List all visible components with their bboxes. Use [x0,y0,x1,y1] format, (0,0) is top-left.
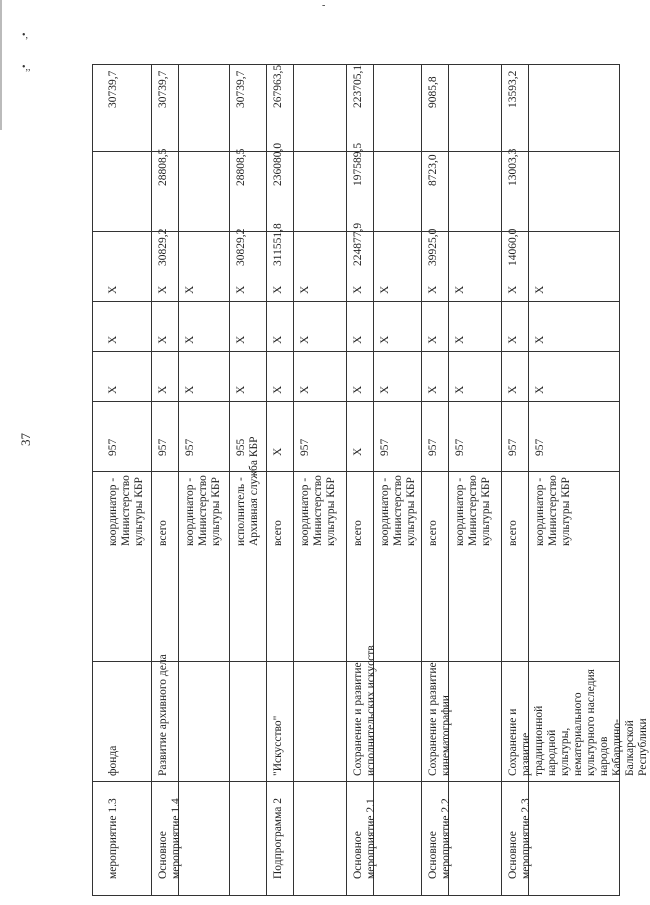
budget-table [92,64,649,896]
table-cell: 28808,5 [235,148,247,186]
table-cell: 236080,0 [272,142,284,186]
row-separator [346,65,347,895]
table-cell: 267963,5 [272,64,284,108]
table-cell: 957 [157,438,169,456]
table-cell: координатор - Министерство культуры КБР [184,475,222,546]
row-separator [293,65,294,895]
table-cell: Сохранение и развитие традиционной народной культуры, нематериального культурного наследия народов Кабардино-Балкарской Республики [507,669,649,776]
table-cell: 28808,5 [157,148,169,186]
table-cell: 957 [534,438,546,456]
table-cell: 39925,0 [427,228,439,266]
table-cell: Основное мероприятие 2.3 [507,798,532,879]
table-cell: X [352,385,364,394]
scan-mark: •, [22,30,29,41]
table-cell: Основное мероприятие 1.4 [157,798,182,879]
table-cell: X [157,285,169,294]
table-cell: 13593,2 [507,70,519,108]
table-cell: X [184,385,196,394]
table-cell: 957 [379,438,391,456]
table-cell: 311551,8 [272,223,284,266]
row-separator [229,65,230,895]
table-cell: 9085,8 [427,76,439,108]
table-cell: координатор - Министерство культуры КБР [534,475,572,546]
table-cell: X [235,385,247,394]
column-separator [93,781,619,782]
table-cell: всего [272,520,284,546]
table-cell: фонда [107,745,119,776]
column-separator [93,301,619,302]
table-cell: "Искусство" [272,715,284,776]
table-cell: X [235,335,247,344]
column-separator [93,471,619,472]
table-cell: 957 [107,438,119,456]
table-cell: 957 [427,438,439,456]
table-cell: X [352,447,364,456]
table-cell: 223705,1 [352,64,364,108]
table-cell: X [534,285,546,294]
table-cell: X [379,385,391,394]
row-separator [501,65,502,895]
table-cell: X [352,335,364,344]
table-cell: X [507,335,519,344]
table-cell: X [157,335,169,344]
table-cell: всего [427,520,439,546]
table-cell: 30829,2 [157,228,169,266]
table-cell: X [427,335,439,344]
table-cell: координатор - Министерство культуры КБР [299,475,337,546]
table-cell: X [507,285,519,294]
table-cell: X [272,285,284,294]
table-cell: X [379,285,391,294]
table-cell: 957 [454,438,466,456]
row-separator [421,65,422,895]
table-cell: мероприятие 1.3 [107,798,119,879]
table-cell: Развитие архивного дела [157,654,169,776]
scan-mark: - [322,0,326,11]
table-cell: Основное мероприятие 2.2 [427,798,452,879]
table-cell: 8723,0 [427,154,439,186]
table-cell: X [454,385,466,394]
table-cell: X [507,385,519,394]
table-cell: координатор - Министерство культуры КБР [379,475,417,546]
table-cell: всего [157,520,169,546]
table-cell: 957 [184,438,196,456]
row-separator [151,65,152,895]
table-cell: 30829,2 [235,228,247,266]
table-cell: X [379,335,391,344]
table-cell: X [235,285,247,294]
table-cell: 957 [299,438,311,456]
column-separator [93,401,619,402]
table-cell: X [107,285,119,294]
table-cell: 197589,5 [352,142,364,186]
table-cell: Сохранение и развитие кинематографии [427,662,452,776]
table-cell: 30739,7 [107,70,119,108]
column-separator [93,351,619,352]
table-cell: Основное мероприятие 2.1 [352,798,377,879]
table-cell: Подпрограмма 2 [272,797,284,879]
table-cell: X [272,447,284,456]
table-cell: X [299,285,311,294]
row-separator [178,65,179,895]
table-cell: X [157,385,169,394]
table-cell: X [299,335,311,344]
table-cell: X [184,285,196,294]
table-cell: всего [352,520,364,546]
table-cell: X [107,385,119,394]
table-cell: X [299,385,311,394]
row-separator [266,65,267,895]
table-cell: 957 [507,438,519,456]
table-cell: 955 [235,438,247,456]
table-cell: X [352,285,364,294]
scan-mark: •,, [22,62,31,73]
table-cell: координатор - Министерство культуры КБР [454,475,492,546]
table-cell: X [427,385,439,394]
table-cell: X [107,335,119,344]
table-cell: Сохранение и развитие исполнительских искусств [352,645,377,776]
table-cell: X [272,335,284,344]
table-cell: X [534,385,546,394]
table-cell: X [272,385,284,394]
table-cell: 13003,3 [507,148,519,186]
table-cell: X [427,285,439,294]
page-number: 37 [18,433,33,446]
table-cell: координатор - Министерство культуры КБР [107,475,145,546]
table-cell: 14060,0 [507,228,519,266]
table-cell: исполнитель - Архивная служба КБР [235,436,260,546]
table-cell: 30739,7 [157,70,169,108]
table-cell: всего [507,520,519,546]
table-cell: X [454,335,466,344]
table-cell: X [454,285,466,294]
table-cell: 224877,9 [352,222,364,266]
table-cell: X [534,335,546,344]
table-cell: X [184,335,196,344]
left-edge-rule [0,0,2,130]
table-cell: 30739,7 [235,70,247,108]
